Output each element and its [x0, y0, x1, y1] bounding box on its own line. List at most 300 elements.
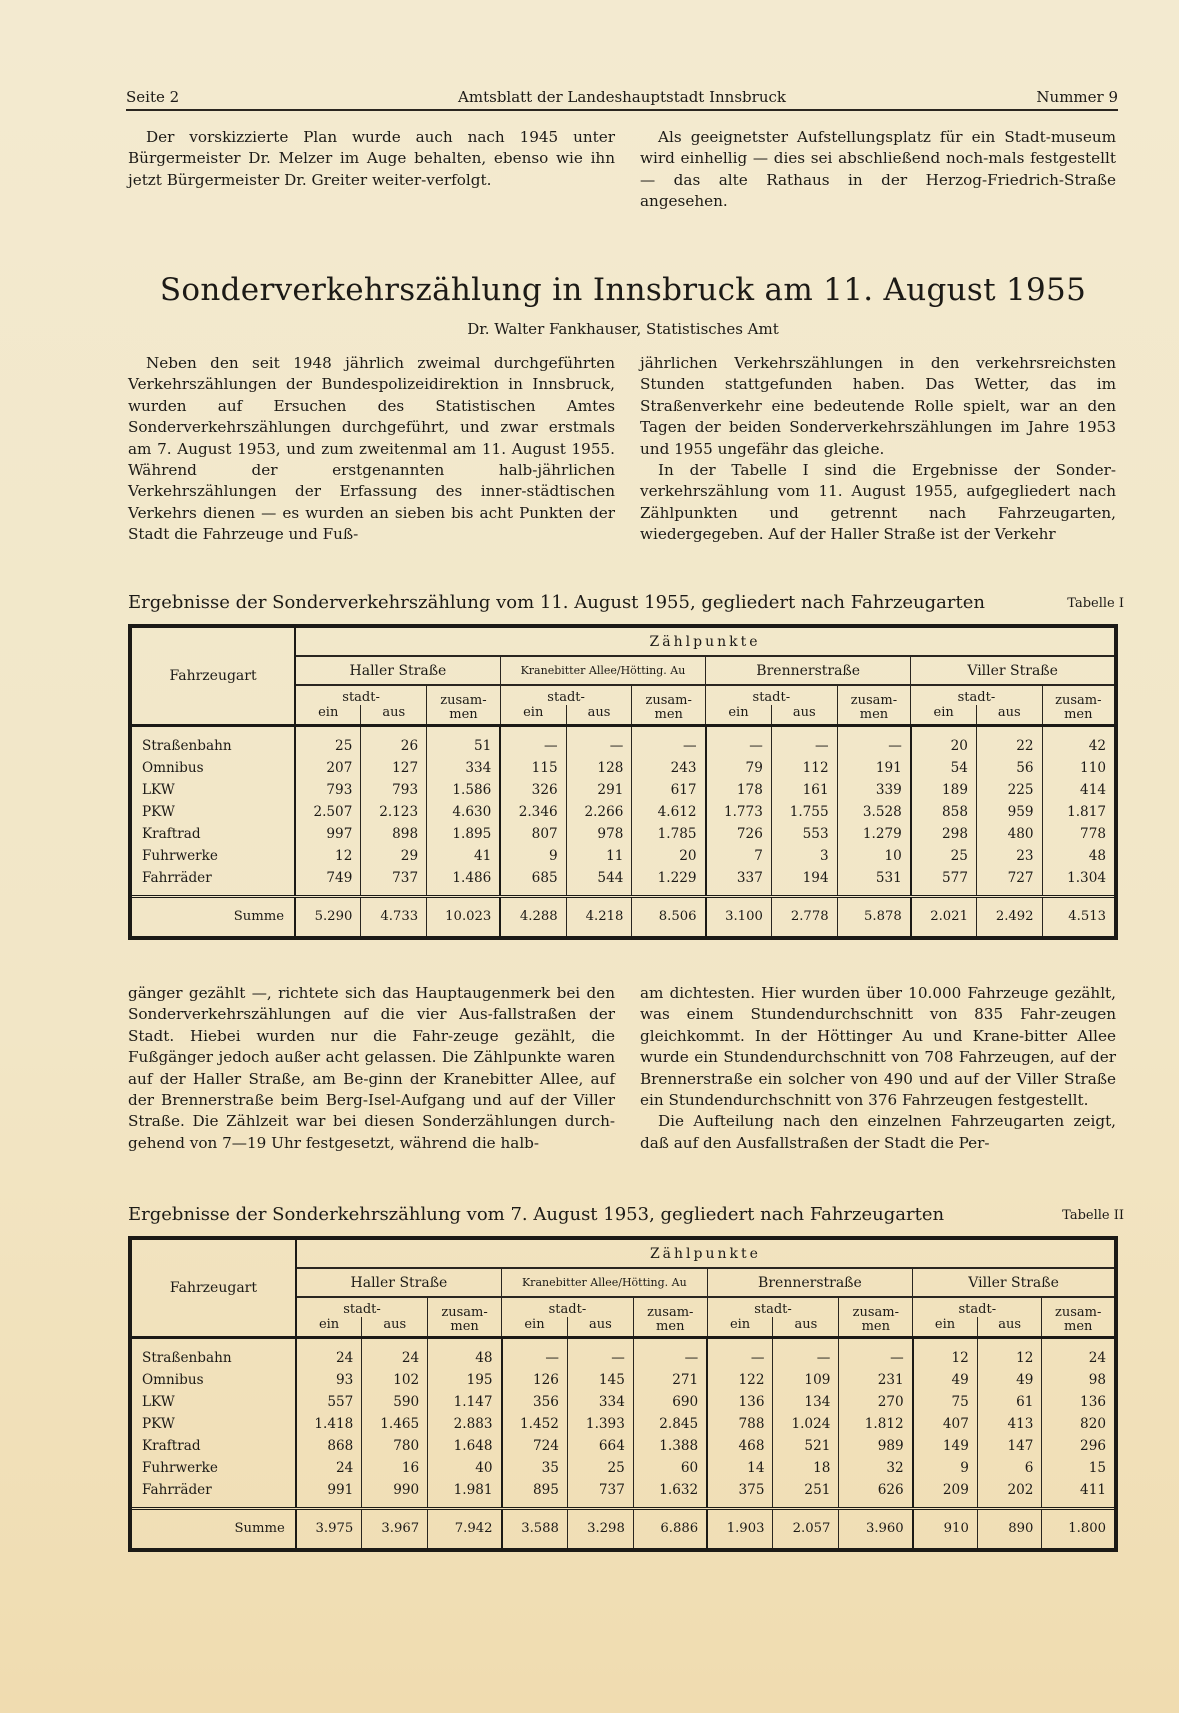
- count-cell: 1.465: [362, 1413, 428, 1435]
- count-cell: 339: [837, 779, 911, 801]
- count-cell: 23: [976, 845, 1042, 867]
- column-header-stadt: stadt-: [913, 1297, 1042, 1317]
- table-2: [128, 1204, 1124, 1552]
- count-cell: 147: [977, 1435, 1042, 1457]
- count-cell: 48: [428, 1338, 502, 1370]
- column-header-zusammen: zusam- men: [633, 1297, 707, 1338]
- column-header-fahrzeugart: Fahrzeugart: [130, 626, 295, 726]
- count-cell: 11: [566, 845, 632, 867]
- count-cell: 60: [633, 1457, 707, 1479]
- column-header-ein: ein: [296, 1317, 362, 1338]
- column-header-stadt: stadt-: [296, 1297, 428, 1317]
- publication-title: Amtsblatt der Landeshauptstadt Innsbruck: [458, 88, 786, 106]
- count-cell: 1.393: [567, 1413, 633, 1435]
- sum-cell: 2.057: [773, 1509, 839, 1551]
- count-cell: 1.418: [296, 1413, 362, 1435]
- count-cell: 126: [502, 1369, 568, 1391]
- sum-row: [130, 1509, 1116, 1551]
- article-paragraph: am dichtesten. Hier wurden über 10.000 Fahrzeuge gezählt, was einem Stundendurchschnitt von 835 Fahr-zeugen gleichkommt. In der Höttinger Au und Krane-bitter Allee wurde ein Stundendurchschnitt von 708 Fahrzeugen, auf der Brennerstraße ein solcher von 490 und auf der Viller Straße ein Stundendurchschnitt von 376 Fahrzeugen festgestellt.: [640, 984, 1116, 1110]
- table-row: [130, 1479, 1116, 1509]
- count-cell: 664: [567, 1435, 633, 1457]
- count-cell: 93: [296, 1369, 362, 1391]
- count-cell: 270: [839, 1391, 913, 1413]
- count-cell: 243: [632, 757, 706, 779]
- column-header-aus: aus: [566, 705, 632, 726]
- sum-cell: 3.588: [502, 1509, 568, 1551]
- count-cell: 724: [502, 1435, 568, 1457]
- count-cell: 1.648: [428, 1435, 502, 1457]
- count-cell: —: [632, 726, 706, 758]
- vehicle-type-cell: Fahrräder: [130, 1479, 296, 1509]
- count-cell: —: [706, 726, 772, 758]
- table-2-body: [130, 1338, 1116, 1509]
- count-cell: 12: [913, 1338, 978, 1370]
- count-cell: —: [566, 726, 632, 758]
- count-cell: 7: [706, 845, 772, 867]
- count-cell: 1.632: [633, 1479, 707, 1509]
- count-cell: 25: [567, 1457, 633, 1479]
- count-cell: 3: [771, 845, 837, 867]
- article-left-column-2: [128, 983, 615, 1154]
- count-cell: 793: [295, 779, 361, 801]
- count-cell: 334: [427, 757, 501, 779]
- count-cell: 136: [707, 1391, 773, 1413]
- count-cell: 134: [773, 1391, 839, 1413]
- vehicle-type-cell: Straßenbahn: [130, 726, 295, 758]
- count-cell: 12: [295, 845, 361, 867]
- issue-number: Nummer 9: [1036, 88, 1118, 106]
- count-cell: 128: [566, 757, 632, 779]
- article-right-column-1: [640, 353, 1116, 546]
- count-cell: 375: [707, 1479, 773, 1509]
- count-cell: 20: [632, 845, 706, 867]
- count-cell: 271: [633, 1369, 707, 1391]
- column-header-road: Kranebitter Allee/Hötting. Au: [502, 1268, 708, 1297]
- count-cell: 115: [500, 757, 566, 779]
- sum-cell: 5.878: [837, 897, 911, 939]
- vehicle-type-cell: LKW: [130, 779, 295, 801]
- count-cell: 1.895: [427, 823, 501, 845]
- count-cell: —: [771, 726, 837, 758]
- count-cell: 54: [911, 757, 977, 779]
- count-cell: 9: [913, 1457, 978, 1479]
- column-header-aus: aus: [362, 1317, 428, 1338]
- count-cell: 207: [295, 757, 361, 779]
- count-cell: 9: [500, 845, 566, 867]
- column-header-ein: ein: [707, 1317, 773, 1338]
- count-cell: 161: [771, 779, 837, 801]
- count-cell: 468: [707, 1435, 773, 1457]
- count-cell: 1.452: [502, 1413, 568, 1435]
- count-cell: 56: [976, 757, 1042, 779]
- column-header-zusammen: zusam- men: [1042, 685, 1116, 726]
- table-row: [130, 726, 1116, 758]
- column-header-aus: aus: [771, 705, 837, 726]
- vehicle-type-cell: Omnibus: [130, 757, 295, 779]
- count-cell: 531: [837, 867, 911, 897]
- sum-cell: 890: [977, 1509, 1042, 1551]
- count-cell: —: [839, 1338, 913, 1370]
- column-header-ein: ein: [500, 705, 566, 726]
- count-cell: 1.024: [773, 1413, 839, 1435]
- count-cell: 626: [839, 1479, 913, 1509]
- column-header-stadt: stadt-: [295, 685, 427, 705]
- count-cell: 690: [633, 1391, 707, 1413]
- column-header-aus: aus: [567, 1317, 633, 1338]
- column-header-road: Kranebitter Allee/Hötting. Au: [500, 656, 705, 685]
- count-cell: 24: [362, 1338, 428, 1370]
- count-cell: 296: [1042, 1435, 1116, 1457]
- sum-cell: 3.298: [567, 1509, 633, 1551]
- column-header-stadt: stadt-: [500, 685, 632, 705]
- count-cell: 356: [502, 1391, 568, 1413]
- sum-cell: 2.021: [911, 897, 977, 939]
- vehicle-type-cell: PKW: [130, 801, 295, 823]
- table-row: [130, 757, 1116, 779]
- count-cell: 737: [361, 867, 427, 897]
- count-cell: 858: [911, 801, 977, 823]
- sum-cell: 3.975: [296, 1509, 362, 1551]
- table-2-caption: [128, 1204, 1124, 1230]
- count-cell: 1.486: [427, 867, 501, 897]
- count-cell: 788: [707, 1413, 773, 1435]
- table-row: [130, 823, 1116, 845]
- count-cell: 990: [362, 1479, 428, 1509]
- count-cell: 195: [428, 1369, 502, 1391]
- article-paragraph: jährlichen Verkehrszählungen in den verkehrsreichsten Stunden stattgefunden haben. Das Wetter, das im Straßenverkehr eine bedeutende Rolle spielt, war an den Tagen der beiden Sonderverkehrszählungen im Jahre 1953 und 1955 ungefähr das gleiche.: [640, 354, 1116, 458]
- article-paragraph: In der Tabelle I sind die Ergebnisse der Sonder-verkehrszählung vom 11. August 1955, aufgegliedert nach Zählpunkten und getrennt nach Fahrzeugarten, wiedergegeben. Auf der Haller Straße ist der Verkehr: [640, 461, 1116, 544]
- count-cell: 991: [296, 1479, 362, 1509]
- table-row: [130, 1435, 1116, 1457]
- count-cell: 1.229: [632, 867, 706, 897]
- article-byline: Dr. Walter Fankhauser, Statistisches Amt: [467, 320, 779, 338]
- count-cell: 868: [296, 1435, 362, 1457]
- count-cell: 337: [706, 867, 772, 897]
- count-cell: 685: [500, 867, 566, 897]
- count-cell: —: [707, 1338, 773, 1370]
- article-title: Sonderverkehrszählung in Innsbruck am 11. August 1955: [159, 272, 1087, 308]
- sum-cell: 6.886: [633, 1509, 707, 1551]
- count-cell: 1.279: [837, 823, 911, 845]
- vehicle-type-cell: Straßenbahn: [130, 1338, 296, 1370]
- count-cell: 51: [427, 726, 501, 758]
- count-cell: 1.981: [428, 1479, 502, 1509]
- count-cell: 191: [837, 757, 911, 779]
- count-cell: 109: [773, 1369, 839, 1391]
- column-header-ein: ein: [911, 705, 977, 726]
- count-cell: 414: [1042, 779, 1116, 801]
- table-1-grid: [128, 624, 1118, 940]
- count-cell: 149: [913, 1435, 978, 1457]
- sum-label: Summe: [130, 897, 295, 939]
- sum-cell: 1.800: [1042, 1509, 1116, 1551]
- count-cell: 42: [1042, 726, 1116, 758]
- count-cell: 22: [976, 726, 1042, 758]
- count-cell: 26: [361, 726, 427, 758]
- count-cell: 75: [913, 1391, 978, 1413]
- sum-cell: 10.023: [427, 897, 501, 939]
- count-cell: 959: [976, 801, 1042, 823]
- count-cell: 2.845: [633, 1413, 707, 1435]
- table-1-footer: [130, 897, 1116, 939]
- count-cell: —: [567, 1338, 633, 1370]
- count-cell: 35: [502, 1457, 568, 1479]
- table-row: [130, 1391, 1116, 1413]
- count-cell: 18: [773, 1457, 839, 1479]
- sum-cell: 2.492: [976, 897, 1042, 939]
- count-cell: 334: [567, 1391, 633, 1413]
- article-paragraph: Die Aufteilung nach den einzelnen Fahrzeugarten zeigt, daß auf den Ausfallstraßen der Stadt die Per-: [640, 1112, 1116, 1152]
- vehicle-type-cell: LKW: [130, 1391, 296, 1413]
- vehicle-type-cell: Fuhrwerke: [130, 1457, 296, 1479]
- count-cell: 178: [706, 779, 772, 801]
- count-cell: 298: [911, 823, 977, 845]
- count-cell: 778: [1042, 823, 1116, 845]
- column-header-zaehlpunkte: Zählpunkte: [296, 1238, 1116, 1268]
- column-header-stadt: stadt-: [707, 1297, 839, 1317]
- column-header-aus: aus: [976, 705, 1042, 726]
- table-1-body: [130, 726, 1116, 897]
- table-2-label: Tabelle II: [1062, 1208, 1124, 1223]
- sum-cell: 910: [913, 1509, 978, 1551]
- count-cell: 16: [362, 1457, 428, 1479]
- table-row: [130, 1457, 1116, 1479]
- count-cell: 61: [977, 1391, 1042, 1413]
- table-2-title: Ergebnisse der Sonderkehrszählung vom 7. August 1953, gegliedert nach Fahrzeugarten: [128, 1204, 945, 1225]
- column-header-road: Haller Straße: [295, 656, 500, 685]
- count-cell: 145: [567, 1369, 633, 1391]
- count-cell: 326: [500, 779, 566, 801]
- count-cell: 24: [1042, 1338, 1116, 1370]
- count-cell: 98: [1042, 1369, 1116, 1391]
- column-header-ein: ein: [295, 705, 361, 726]
- count-cell: —: [502, 1338, 568, 1370]
- column-header-stadt: stadt-: [706, 685, 838, 705]
- column-header-zusammen: zusam- men: [1042, 1297, 1116, 1338]
- count-cell: 1.785: [632, 823, 706, 845]
- count-cell: 997: [295, 823, 361, 845]
- count-cell: 49: [977, 1369, 1042, 1391]
- count-cell: 12: [977, 1338, 1042, 1370]
- table-1-label: Tabelle I: [1067, 596, 1124, 611]
- vehicle-type-cell: Fahrräder: [130, 867, 295, 897]
- count-cell: 29: [361, 845, 427, 867]
- count-cell: 820: [1042, 1413, 1116, 1435]
- count-cell: 1.147: [428, 1391, 502, 1413]
- count-cell: 24: [296, 1338, 362, 1370]
- intro-left-paragraph: Der vorskizzierte Plan wurde auch nach 1945 unter Bürgermeister Dr. Melzer im Auge behalten, ebenso wie ihn jetzt Bürgermeister Dr. Greiter weiter-verfolgt.: [128, 128, 615, 189]
- page-number: Seite 2: [126, 88, 180, 106]
- count-cell: 127: [361, 757, 427, 779]
- count-cell: 1.817: [1042, 801, 1116, 823]
- count-cell: —: [773, 1338, 839, 1370]
- count-cell: 407: [913, 1413, 978, 1435]
- sum-cell: 4.288: [500, 897, 566, 939]
- column-header-aus: aus: [977, 1317, 1042, 1338]
- table-row: [130, 1338, 1116, 1370]
- sum-cell: 3.967: [362, 1509, 428, 1551]
- column-header-zusammen: zusam- men: [428, 1297, 502, 1338]
- sum-cell: 3.960: [839, 1509, 913, 1551]
- count-cell: 194: [771, 867, 837, 897]
- count-cell: 291: [566, 779, 632, 801]
- count-cell: 136: [1042, 1391, 1116, 1413]
- count-cell: 521: [773, 1435, 839, 1457]
- count-cell: 807: [500, 823, 566, 845]
- count-cell: 737: [567, 1479, 633, 1509]
- intro-right-paragraph: Als geeignetster Aufstellungsplatz für ein Stadt-museum wird einhellig — dies sei abschließend noch-mals festgestellt — das alte Rathaus in der Herzog-Friedrich-Straße angesehen.: [640, 128, 1116, 211]
- count-cell: 79: [706, 757, 772, 779]
- sum-row: [130, 897, 1116, 939]
- sum-cell: 8.506: [632, 897, 706, 939]
- count-cell: 413: [977, 1413, 1042, 1435]
- column-header-road: Viller Straße: [911, 656, 1116, 685]
- count-cell: 3.528: [837, 801, 911, 823]
- count-cell: 2.123: [361, 801, 427, 823]
- vehicle-type-cell: Kraftrad: [130, 1435, 296, 1457]
- count-cell: —: [633, 1338, 707, 1370]
- column-header-stadt: stadt-: [502, 1297, 634, 1317]
- sum-cell: 4.218: [566, 897, 632, 939]
- column-header-aus: aus: [361, 705, 427, 726]
- table-2-grid: [128, 1236, 1118, 1552]
- table-row: [130, 867, 1116, 897]
- article-right-column-2: [640, 983, 1116, 1154]
- column-header-ein: ein: [913, 1317, 978, 1338]
- header-rule: [126, 109, 1118, 111]
- count-cell: 577: [911, 867, 977, 897]
- sum-cell: 2.778: [771, 897, 837, 939]
- sum-cell: 3.100: [706, 897, 772, 939]
- count-cell: 4.612: [632, 801, 706, 823]
- article-paragraph: gänger gezählt —, richtete sich das Hauptaugenmerk bei den Sonderverkehrszählungen auf die vier Aus-fallstraßen der Stadt. Hiebei wurden nur die Fahr-zeuge gezählt, die Fußgänger jedoch außer acht gelassen. Die Zählpunkte waren auf der Haller Straße, am Be-ginn der Kranebitter Allee, auf der Brennerstraße beim Berg-Isel-Aufgang und auf der Viller Straße. Die Zählzeit war bei diesen Sonderzählungen durch-gehend von 7—19 Uhr festgesetzt, während die halb-: [128, 984, 615, 1152]
- column-header-road: Brennerstraße: [706, 656, 911, 685]
- count-cell: 112: [771, 757, 837, 779]
- count-cell: 251: [773, 1479, 839, 1509]
- count-cell: 2.883: [428, 1413, 502, 1435]
- count-cell: 780: [362, 1435, 428, 1457]
- count-cell: 40: [428, 1457, 502, 1479]
- column-header-stadt: stadt-: [911, 685, 1042, 705]
- column-header-zusammen: zusam- men: [837, 685, 911, 726]
- count-cell: 793: [361, 779, 427, 801]
- count-cell: 411: [1042, 1479, 1116, 1509]
- count-cell: 48: [1042, 845, 1116, 867]
- column-header-road: Brennerstraße: [707, 1268, 913, 1297]
- count-cell: 189: [911, 779, 977, 801]
- count-cell: 726: [706, 823, 772, 845]
- count-cell: 102: [362, 1369, 428, 1391]
- sum-cell: 5.290: [295, 897, 361, 939]
- count-cell: 1.586: [427, 779, 501, 801]
- count-cell: 989: [839, 1435, 913, 1457]
- count-cell: 2.507: [295, 801, 361, 823]
- column-header-ein: ein: [706, 705, 772, 726]
- column-header-road: Viller Straße: [913, 1268, 1116, 1297]
- count-cell: 41: [427, 845, 501, 867]
- count-cell: 544: [566, 867, 632, 897]
- intro-left-column: [128, 127, 615, 191]
- count-cell: 10: [837, 845, 911, 867]
- column-header-fahrzeugart: Fahrzeugart: [130, 1238, 296, 1338]
- count-cell: 24: [296, 1457, 362, 1479]
- sum-label: Summe: [130, 1509, 296, 1551]
- count-cell: 617: [632, 779, 706, 801]
- count-cell: 553: [771, 823, 837, 845]
- count-cell: 209: [913, 1479, 978, 1509]
- count-cell: 122: [707, 1369, 773, 1391]
- table-row: [130, 779, 1116, 801]
- count-cell: 590: [362, 1391, 428, 1413]
- column-header-road: Haller Straße: [296, 1268, 502, 1297]
- article-left-column-1: [128, 353, 615, 546]
- count-cell: 110: [1042, 757, 1116, 779]
- count-cell: 1.304: [1042, 867, 1116, 897]
- count-cell: 15: [1042, 1457, 1116, 1479]
- count-cell: 49: [913, 1369, 978, 1391]
- count-cell: 14: [707, 1457, 773, 1479]
- table-row: [130, 1413, 1116, 1435]
- intro-right-column: [640, 127, 1116, 213]
- sum-cell: 7.942: [428, 1509, 502, 1551]
- count-cell: 1.773: [706, 801, 772, 823]
- column-header-zusammen: zusam- men: [427, 685, 501, 726]
- table-1-caption: [128, 592, 1124, 618]
- count-cell: 978: [566, 823, 632, 845]
- count-cell: 1.812: [839, 1413, 913, 1435]
- count-cell: 1.388: [633, 1435, 707, 1457]
- table-row: [130, 845, 1116, 867]
- column-header-zusammen: zusam- men: [632, 685, 706, 726]
- table-row: [130, 1369, 1116, 1391]
- sum-cell: 4.513: [1042, 897, 1116, 939]
- vehicle-type-cell: Kraftrad: [130, 823, 295, 845]
- count-cell: 225: [976, 779, 1042, 801]
- count-cell: 749: [295, 867, 361, 897]
- column-header-aus: aus: [773, 1317, 839, 1338]
- count-cell: 6: [977, 1457, 1042, 1479]
- column-header-zaehlpunkte: Zählpunkte: [295, 626, 1116, 656]
- vehicle-type-cell: Omnibus: [130, 1369, 296, 1391]
- column-header-ein: ein: [502, 1317, 568, 1338]
- count-cell: 2.266: [566, 801, 632, 823]
- table-2-footer: [130, 1509, 1116, 1551]
- table-row: [130, 801, 1116, 823]
- sum-cell: 1.903: [707, 1509, 773, 1551]
- running-header: [126, 84, 1118, 106]
- vehicle-type-cell: Fuhrwerke: [130, 845, 295, 867]
- count-cell: 1.755: [771, 801, 837, 823]
- count-cell: 202: [977, 1479, 1042, 1509]
- table-1-title: Ergebnisse der Sonderverkehrszählung vom 11. August 1955, gegliedert nach Fahrzeugarten: [128, 592, 985, 613]
- table-1: [128, 592, 1124, 940]
- count-cell: 231: [839, 1369, 913, 1391]
- count-cell: 32: [839, 1457, 913, 1479]
- count-cell: 557: [296, 1391, 362, 1413]
- count-cell: 25: [295, 726, 361, 758]
- column-header-zusammen: zusam- men: [839, 1297, 913, 1338]
- count-cell: —: [837, 726, 911, 758]
- sum-cell: 4.733: [361, 897, 427, 939]
- count-cell: 898: [361, 823, 427, 845]
- count-cell: 4.630: [427, 801, 501, 823]
- count-cell: 727: [976, 867, 1042, 897]
- count-cell: 480: [976, 823, 1042, 845]
- vehicle-type-cell: PKW: [130, 1413, 296, 1435]
- count-cell: 25: [911, 845, 977, 867]
- article-paragraph: Neben den seit 1948 jährlich zweimal durchgeführten Verkehrszählungen der Bundespolizeidirektion in Innsbruck, wurden auf Ersuchen des Statistischen Amtes Sonderverkehrszählungen durchgeführt, und zwar erstmals am 7. August 1953, und zum zweitenmal am 11. August 1955. Während der erstgenannten halb-jährlichen Verkehrszählungen der Erfassung des inner-städtischen Verkehrs dienen — es wurden an sieben bis acht Punkten der Stadt die Fahrzeuge und Fuß-: [128, 354, 615, 544]
- count-cell: 2.346: [500, 801, 566, 823]
